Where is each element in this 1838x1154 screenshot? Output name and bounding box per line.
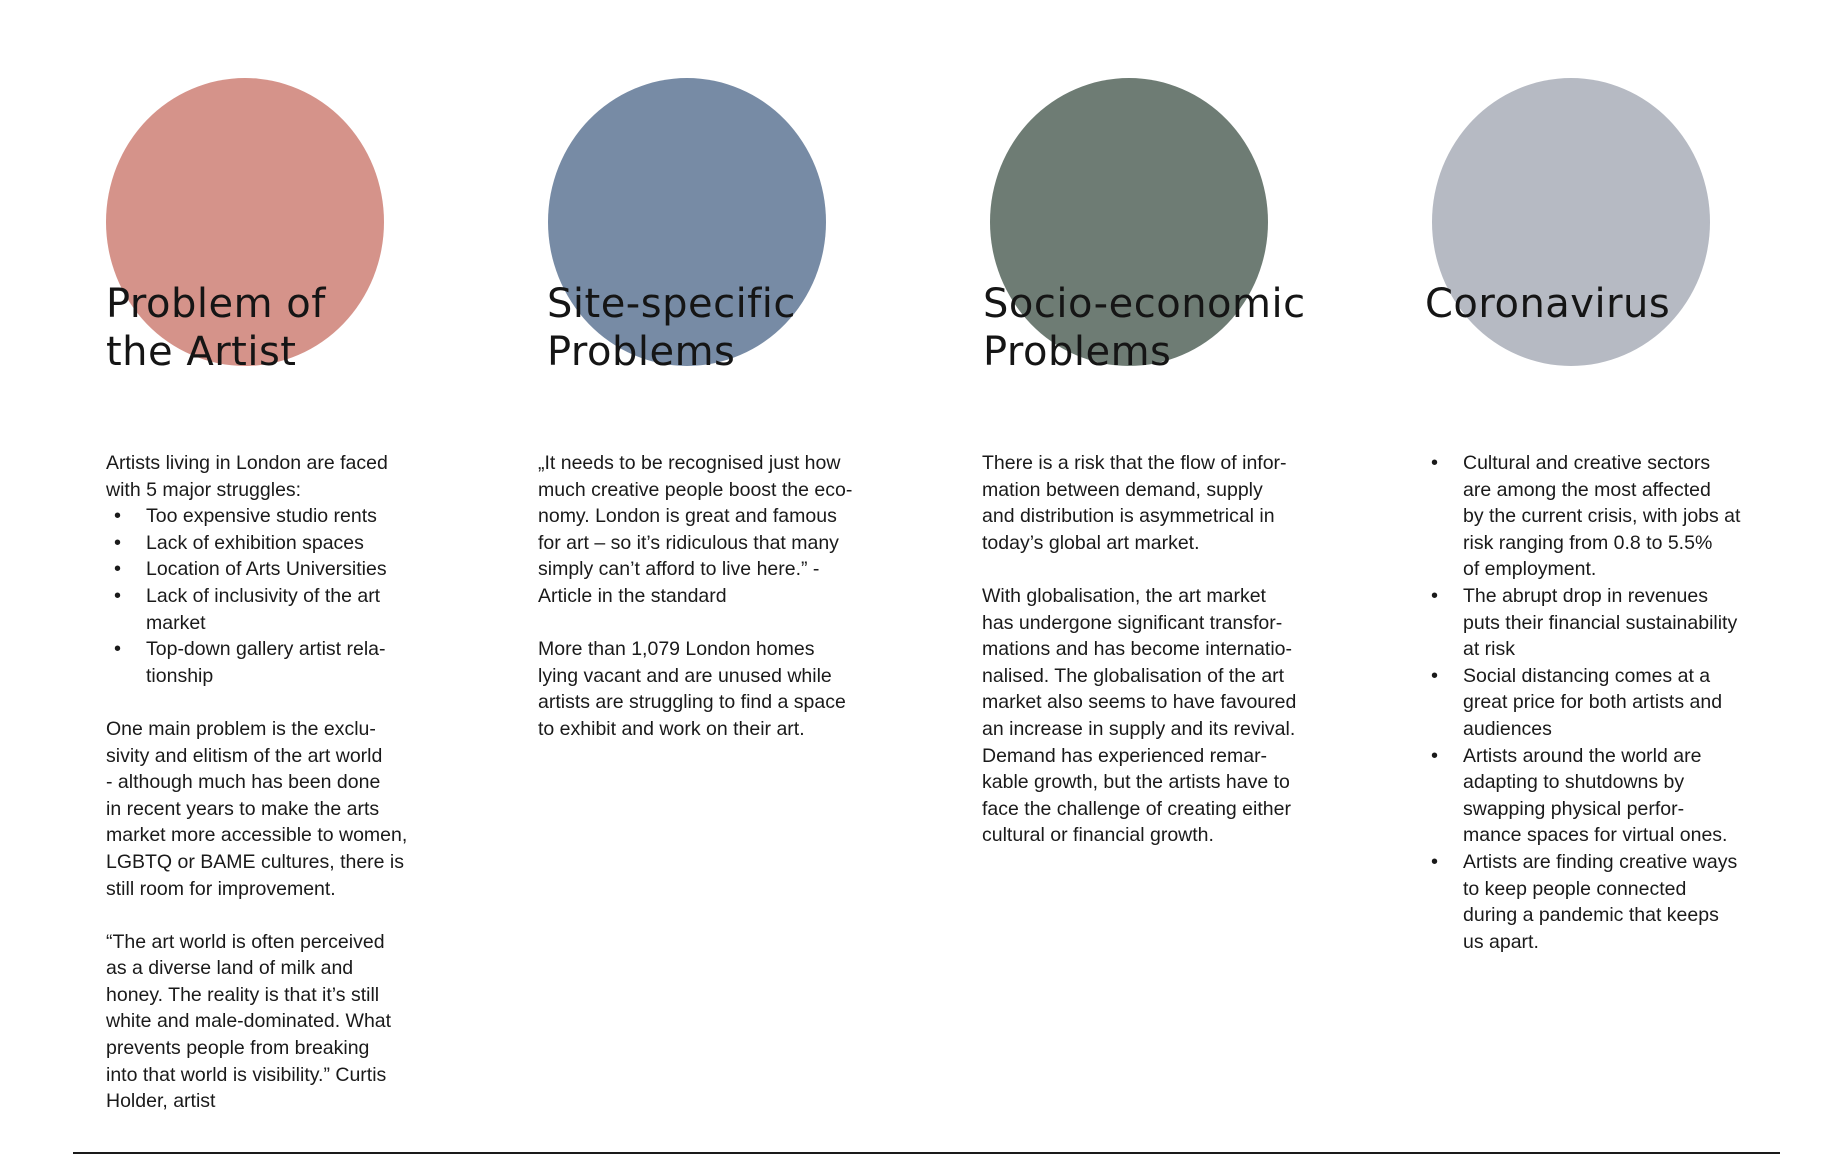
heading-site-specific-problems: Site-specific Problems <box>547 281 796 375</box>
list-item: • Social distancing comes at a great price for both artists and audiences <box>1423 663 1743 743</box>
column-coronavirus <box>1425 0 1770 1154</box>
corona-list <box>1423 450 1743 955</box>
list-item: • Artists around the world are adapting to shutdowns by swapping physical perfor- mance spaces for virtual ones. <box>1423 743 1743 849</box>
column-socio-economic-problems <box>982 0 1328 1154</box>
artist-body <box>106 450 446 1115</box>
artist-intro: Artists living in London are faced with 5 major struggles: <box>106 452 388 501</box>
list-item: • Location of Arts Universities <box>106 556 446 583</box>
site-paragraph-vacant-homes: More than 1,079 London homes lying vacant and are unused while artists are struggling to find a space to exhibit and work on their art. <box>538 638 846 740</box>
site-body <box>538 450 878 743</box>
heading-problem-of-the-artist: Problem of the Artist <box>106 281 326 375</box>
socio-paragraph-globalisation: With globalisation, the art market has undergone significant transfor- mations and has become internatio- nalised. The globalisation of the art market also seems to have favoured an increase in supply and its revival. Demand has experienced remar- kable growth, but the artists have to face the challenge of creating either cultural or financial growth. <box>982 584 1297 847</box>
heading-socio-economic-problems: Socio-economic Problems <box>983 281 1306 375</box>
corona-body <box>1423 450 1743 955</box>
list-item: • Artists are finding creative ways to keep people connected during a pandemic that keeps us apart. <box>1423 849 1743 955</box>
artist-quote: “The art world is often perceived as a diverse land of milk and honey. The reality is that it’s still white and male-dominated. What prevents people from breaking into that world is visibility.” Curtis Holder, artist <box>106 930 392 1113</box>
socio-body <box>982 450 1322 849</box>
list-item: • Too expensive studio rents <box>106 503 446 530</box>
list-item: • The abrupt drop in revenues puts their financial sustainability at risk <box>1423 583 1743 663</box>
site-quote: „It needs to be recognised just how much creative people boost the eco- nomy. London is great and famous for art – so it’s ridiculous that many simply can’t afford to live here.” - Article in the standard <box>538 452 853 607</box>
socio-paragraph-information-flow: There is a risk that the flow of infor- mation between demand, supply and distribution is asymmetrical in today’s global art market. <box>982 452 1287 554</box>
list-item: • Top-down gallery artist rela- tionship <box>106 636 446 689</box>
artist-struggles-list <box>106 503 446 689</box>
heading-coronavirus: Coronavirus <box>1425 281 1671 327</box>
artist-paragraph-exclusivity: One main problem is the exclu- sivity and elitism of the art world - although much has been done in recent years to make the arts market more accessible to women, LGBTQ or BAME cultures, there is still room for improvement. <box>106 717 408 900</box>
column-problem-of-the-artist <box>106 0 446 1154</box>
list-item: • Lack of exhibition spaces <box>106 530 446 557</box>
column-site-specific-problems <box>538 0 886 1154</box>
list-item: • Cultural and creative sectors are among the most affected by the current crisis, with jobs at risk ranging from 0.8 to 5.5% of employment. <box>1423 450 1743 583</box>
list-item: • Lack of inclusivity of the art market <box>106 583 446 636</box>
